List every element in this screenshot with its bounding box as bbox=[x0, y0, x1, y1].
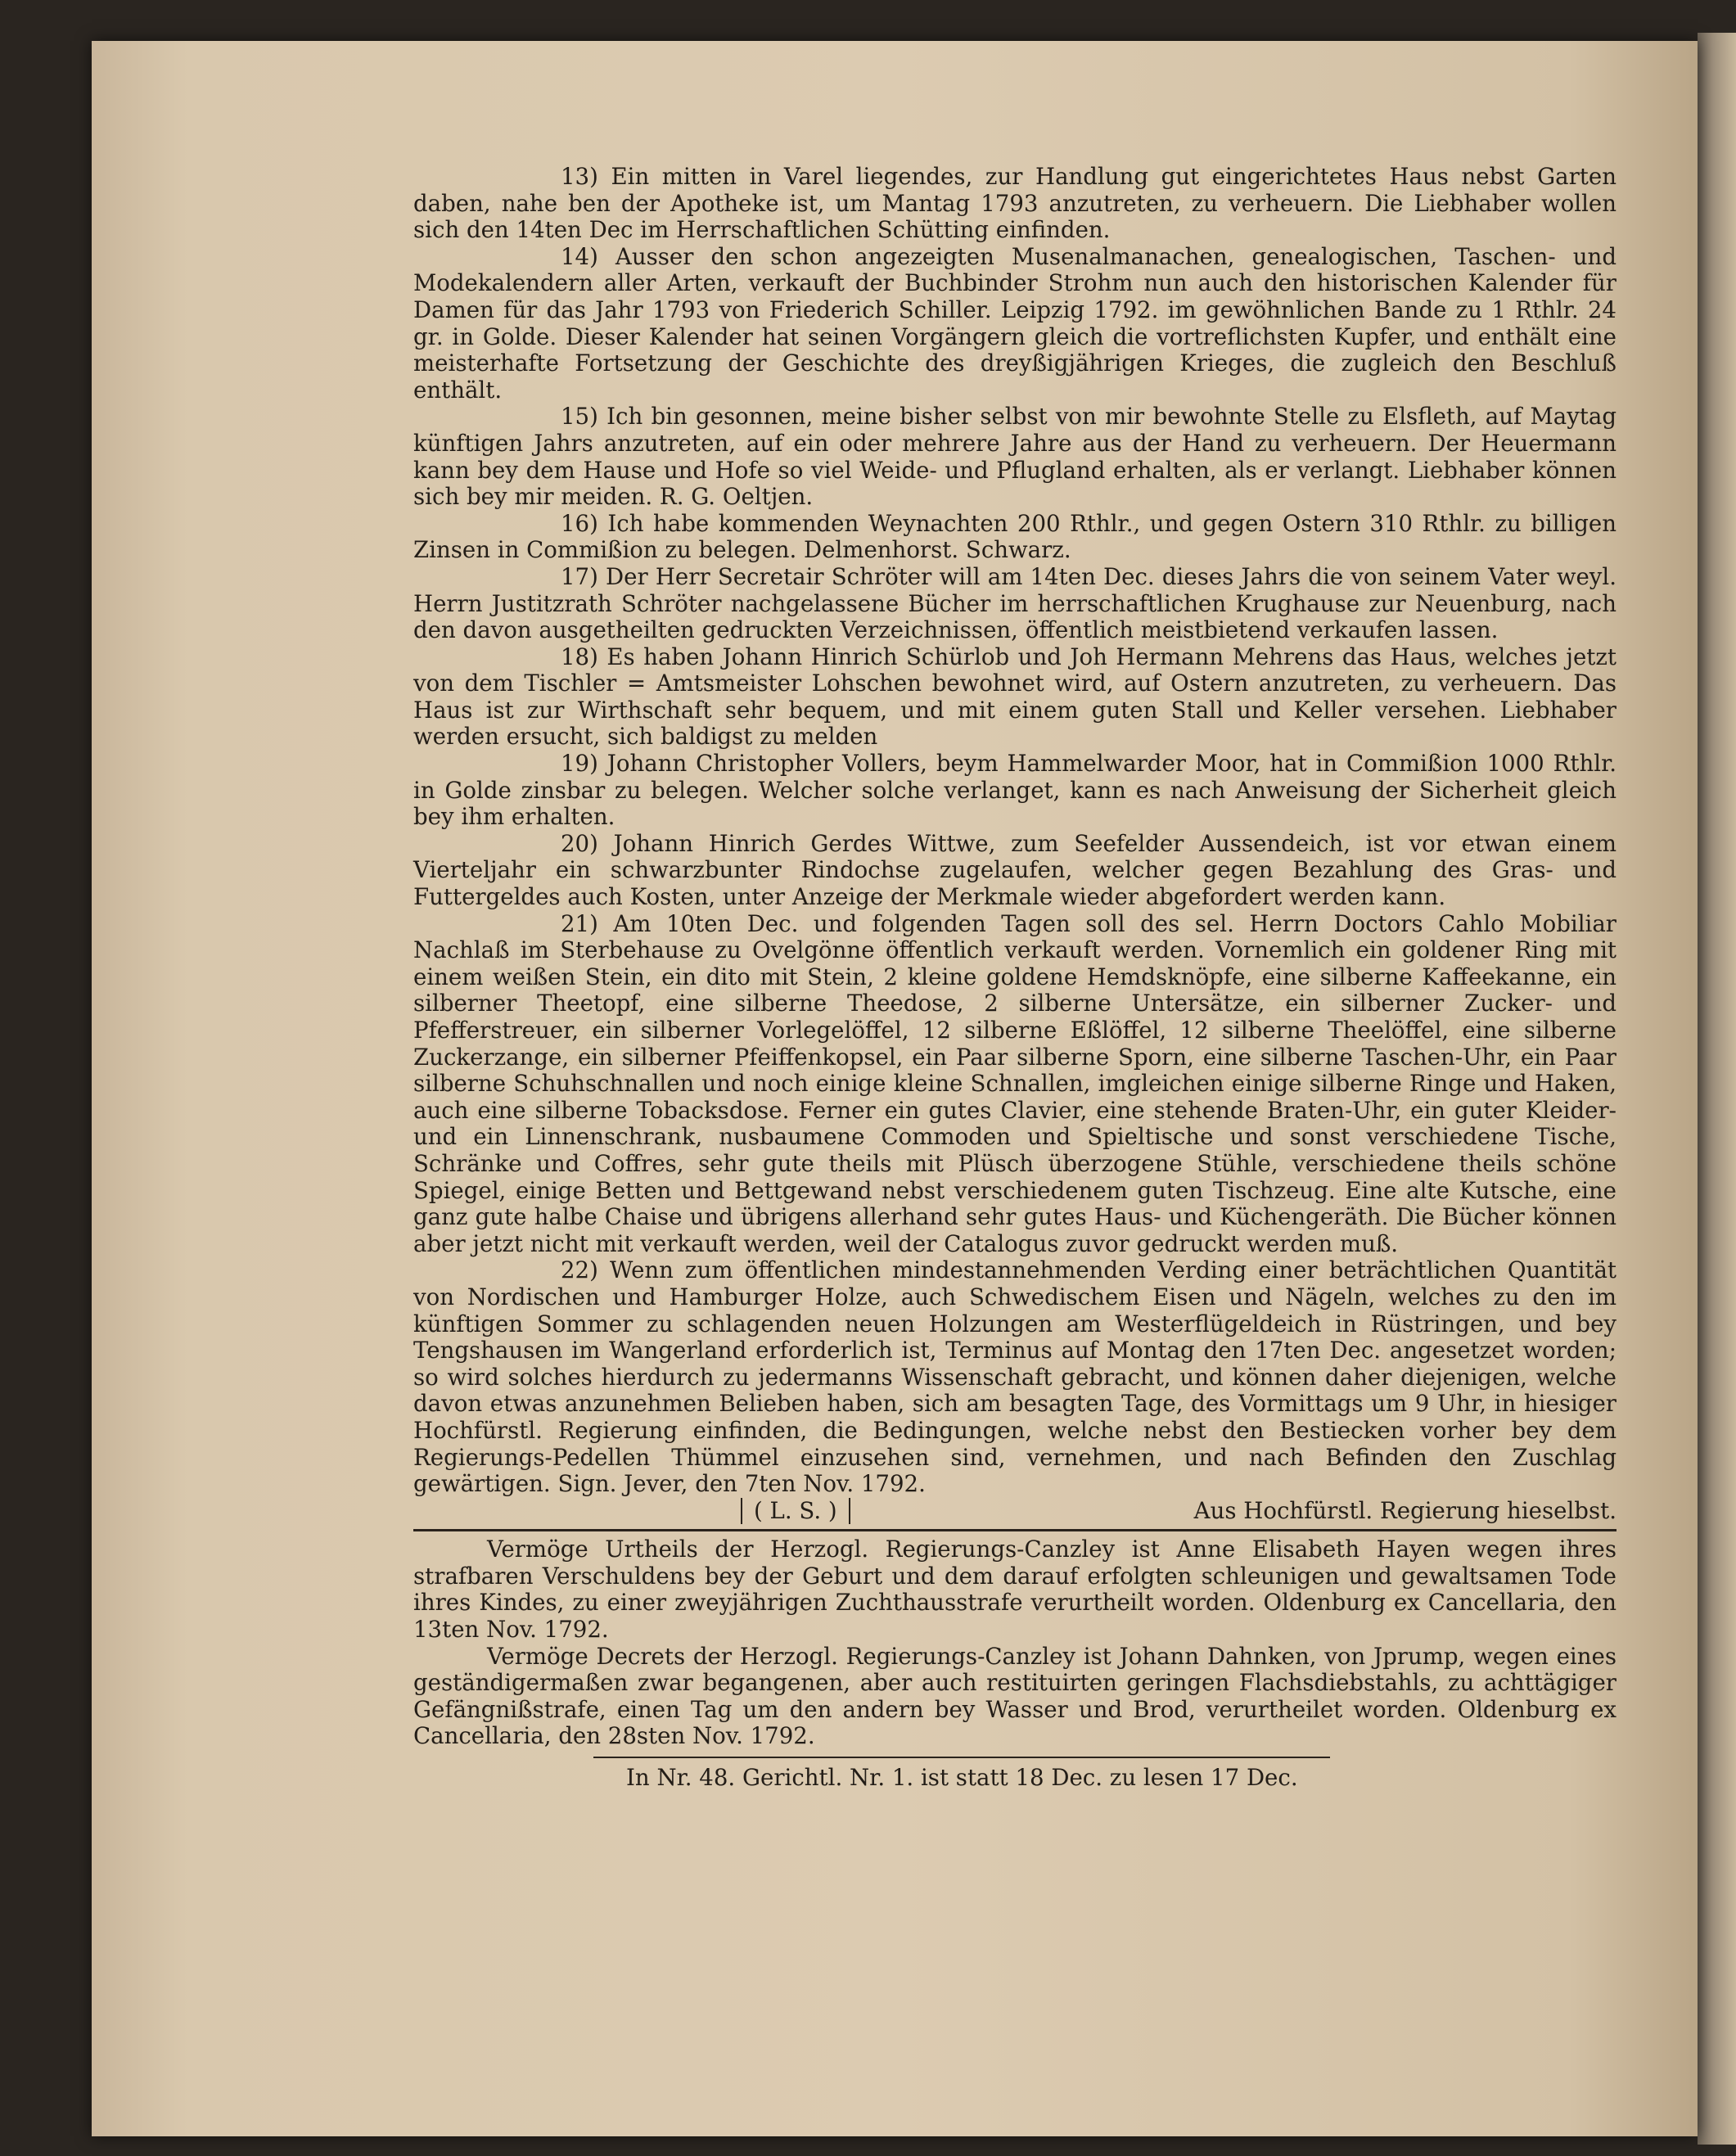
court-notice-2: Vermöge Decrets der Herzogl. Regierungs-Canzley ist Johann Dahnken, von Jprump, wegen eines geständigermaßen zwar begangenen, aber auch restituirten geringen Flachsdiebstahls, zu achttägiger Gefängnißstrafe, einen Tag um den andern bey Wasser und Brod, verurtheilet worden. Oldenburg ex Cancellaria, den 28sten Nov. 1792. bbox=[413, 1642, 1617, 1750]
short-divider bbox=[593, 1757, 1330, 1758]
section-divider bbox=[413, 1529, 1617, 1531]
seal-line bbox=[413, 1498, 1617, 1525]
adjacent-page-edge bbox=[1698, 33, 1736, 2145]
advert-17: 17) Der Herr Secretair Schröter will am 14ten Dec. dieses Jahrs die von seinem Vater weyl. Herrn Justitzrath Schröter nachgelassene Bücher im herrschaftlichen Krughause zur Neuenburg, nach den davon ausgetheilten gedruckten Verzeichnissen, öffentlich meistbietend verkaufen lassen. bbox=[413, 562, 1617, 644]
advert-21: 21) Am 10ten Dec. und folgenden Tagen soll des sel. Herrn Doctors Cahlo Mobiliar Nachlaß im Sterbehause zu Ovelgönne öffentlich verkauft werden. Vornemlich ein goldener Ring mit einem weißen Stein, ein dito mit Stein, 2 kleine goldene Hemdsknöpfe, eine silberne Kaffeekanne, ein silberner Theetopf, eine silberne Theedose, 2 silberne Untersätze, ein silberner Zucker- und Pfefferstreuer, ein silberner Vorlegelöffel, 12 silberne Eßlöffel, 12 silberne Theelöffel, eine silberne Zuckerzange, ein silberner Pfeiffenkopsel, ein Paar silberne Sporn, eine silberne Taschen-Uhr, ein Paar silberne Schuhschnallen und noch einige kleine Schnallen, imgleichen einige silberne Ringe und Haken, auch eine silberne Tobacksdose. Ferner ein gutes Clavier, eine stehende Braten-Uhr, ein guter Kleider- und ein Linnenschrank, nusbaumene Commoden und Spieltische und sonst verschiedene Tische, Schränke und Coffres, sehr gute theils mit Plüsch überzogene Stühle, verschiedene theils schöne Spiegel, einige Betten und Bettgewand nebst verschiedenem guten Tischzeug. Eine alte Kutsche, eine ganz gute halbe Chaise und übrigens allerhand sehr gutes Haus- und Küchengeräth. Die Bücher können aber jetzt nicht mit verkauft werden, weil der Catalogus zuvor gedruckt werden muß. bbox=[413, 909, 1617, 1257]
advert-20: 20) Johann Hinrich Gerdes Wittwe, zum Seefelder Aussendeich, ist vor etwan einem Vierteljahr ein schwarzbunter Rindochse zugelaufen, welcher gegen Bezahlung des Gras- und Futtergeldes auch Kosten, unter Anzeige der Merkmale wieder abgefordert werden kann. bbox=[413, 829, 1617, 911]
advert-19: 19) Johann Christopher Vollers, beym Hammelwarder Moor, hat in Commißion 1000 Rthlr. in Golde zinsbar zu belegen. Welcher solche verlanget, kann es nach Anweisung der Sicherheit gleich bey ihm erhalten. bbox=[413, 750, 1617, 831]
advert-18: 18) Es haben Johann Hinrich Schürlob und Joh Hermann Mehrens das Haus, welches jetzt von dem Tischler = Amtsmeister Lohschen bewohnet wird, auf Ostern anzutreten, zu verheuern. Das Haus ist zur Wirthschaft sehr bequem, und mit einem guten Stall und Keller versehen. Liebhaber werden ersucht, sich baldigst zu melden bbox=[413, 643, 1617, 751]
seal-signature: Aus Hochfürstl. Regierung hieselbst. bbox=[1193, 1496, 1617, 1524]
seal-label: ( L. S. ) bbox=[741, 1498, 850, 1525]
advert-13: 13) Ein mitten in Varel liegendes, zur Handlung gut eingerichtetes Haus nebst Garten daben, nahe ben der Apotheke ist, um Mantag 1793 anzutreten, zu verheuern. Die Liebhaber wollen sich den 14ten Dec im Herrschaftlichen Schütting einfinden. bbox=[413, 163, 1617, 244]
erratum-line: In Nr. 48. Gerichtl. Nr. 1. ist statt 18 Dec. zu lesen 17 Dec. bbox=[626, 1764, 1298, 1792]
advert-15: 15) Ich bin gesonnen, meine bisher selbst von mir bewohnte Stelle zu Elsfleth, auf Maytag künftigen Jahrs anzutreten, auf ein oder mehrere Jahre aus der Hand zu verheuern. Der Heuermann kann bey dem Hause und Hofe so viel Weide- und Pflugland erhalten, als er verlangt. Liebhaber können sich bey mir meiden. R. G. Oeltjen. bbox=[413, 403, 1617, 511]
page-text bbox=[413, 164, 1617, 1932]
advert-16: 16) Ich habe kommenden Weynachten 200 Rthlr., und gegen Ostern 310 Rthlr. zu billigen Zinsen in Commißion zu belegen. Delmenhorst. Schwarz. bbox=[413, 509, 1617, 564]
advert-22: 22) Wenn zum öffentlichen mindestannehmenden Verding einer beträchtlichen Quantität von Nordischen und Hamburger Holze, auch Schwedischem Eisen und Nägeln, welches zu den im künftigen Sommer zu schlagenden neuen Holzungen am Westerflügeldeich in Rüstringen, und bey Tengshausen im Wangerland erforderlich ist, Terminus auf Montag den 17ten Dec. angesetzet worden; so wird solches hierdurch zu jedermanns Wissenschaft gebracht, und können daher diejenigen, welche davon etwas anzunehmen Belieben haben, sich am besagten Tage, des Vormittags um 9 Uhr, in hiesiger Hochfürstl. Regierung einfinden, die Bedingungen, welche nebst den Bestiecken vorher bey dem Regierungs-Pedellen Thümmel einzusehen sind, vernehmen, und nach Befinden den Zuschlag gewärtigen. Sign. Jever, den 7ten Nov. 1792. bbox=[413, 1256, 1617, 1498]
advert-14: 14) Ausser den schon angezeigten Musenalmanachen, genealogischen, Taschen- und Modekalendern aller Arten, verkauft der Buchbinder Strohm nun auch den historischen Kalender für Damen für das Jahr 1793 von Friederich Schiller. Leipzig 1792. im gewöhnlichen Bande zu 1 Rthlr. 24 gr. in Golde. Dieser Kalender hat seinen Vorgängern gleich die vortreflichsten Kupfer, und enthält eine meisterhafte Fortsetzung der Geschichte des dreyßigjährigen Krieges, die zugleich den Beschluß enthält. bbox=[413, 242, 1617, 404]
court-notice-1: Vermöge Urtheils der Herzogl. Regierungs-Canzley ist Anne Elisabeth Hayen wegen ihres strafbaren Verschuldens bey der Geburt und dem darauf erfolgten schleunigen und gewaltsamen Tode ihres Kindes, zu einer zweyjährigen Zuchthausstrafe verurtheilt worden. Oldenburg ex Cancellaria, den 13ten Nov. 1792. bbox=[413, 1536, 1617, 1644]
